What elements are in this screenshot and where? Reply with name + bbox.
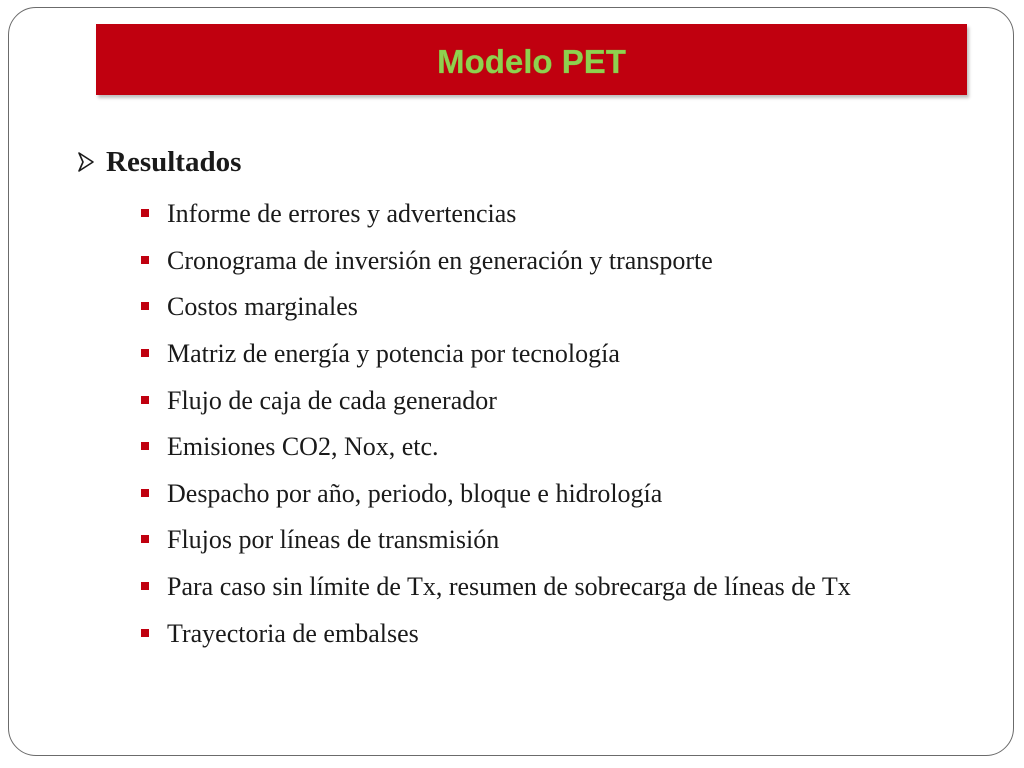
list-item (141, 564, 851, 611)
list-item-text: Informe de errores y advertencias (167, 199, 517, 229)
list-item-text: Costos marginales (167, 292, 358, 322)
square-bullet-icon (141, 582, 149, 590)
list-item (141, 331, 851, 378)
square-bullet-icon (141, 489, 149, 497)
slide-title: Modelo PET (437, 43, 626, 80)
square-bullet-icon (141, 209, 149, 217)
list-item-text: Trayectoria de embalses (167, 618, 419, 648)
results-list (141, 191, 851, 657)
list-item (141, 517, 851, 564)
list-item-text: Despacho por año, periodo, bloque e hidrología (167, 478, 663, 508)
arrow-right-icon (76, 150, 96, 174)
square-bullet-icon (141, 256, 149, 264)
list-item (141, 424, 851, 471)
list-item (141, 610, 851, 657)
list-item-text: Emisiones CO2, Nox, etc. (167, 432, 439, 462)
list-item (141, 191, 851, 238)
section-heading (76, 142, 241, 182)
list-item-text: Para caso sin límite de Tx, resumen de sobrecarga de líneas de Tx (167, 572, 851, 602)
square-bullet-icon (141, 396, 149, 404)
square-bullet-icon (141, 349, 149, 357)
list-item-text: Cronograma de inversión en generación y transporte (167, 245, 713, 275)
list-item-text: Matriz de energía y potencia por tecnología (167, 339, 620, 369)
list-item-text: Flujo de caja de cada generador (167, 385, 497, 415)
square-bullet-icon (141, 442, 149, 450)
square-bullet-icon (141, 629, 149, 637)
list-item (141, 471, 851, 518)
list-item (141, 238, 851, 285)
list-item-text: Flujos por líneas de transmisión (167, 525, 500, 555)
square-bullet-icon (141, 535, 149, 543)
title-bar (96, 24, 967, 95)
heading-text: Resultados (106, 145, 242, 178)
list-item (141, 284, 851, 331)
list-item (141, 377, 851, 424)
square-bullet-icon (141, 302, 149, 310)
